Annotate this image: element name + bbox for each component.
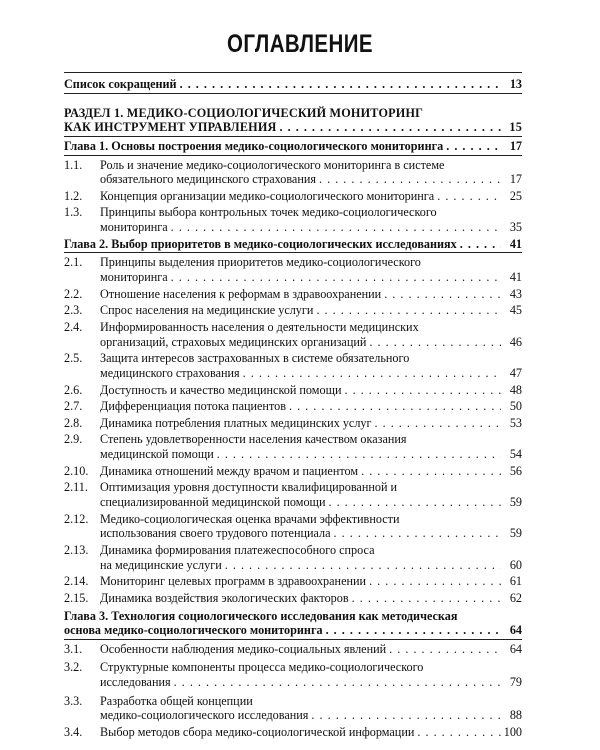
dot-leader [217, 447, 501, 462]
toc-entry [64, 725, 522, 740]
toc-entry-title-line: Динамика формирования платежеспособного спроса [100, 542, 375, 557]
toc-entry-page-number: 60 [509, 557, 522, 572]
toc-entry-title-line: Особенности наблюдения медико-социальных явлений [100, 641, 387, 656]
toc-entry-page-number: 100 [503, 724, 522, 739]
toc-entry-page-number: 46 [509, 334, 522, 349]
toc-entry [64, 574, 522, 589]
section-rule [64, 155, 522, 156]
toc-entry-number: 1.1. [64, 157, 83, 172]
toc-entry [64, 158, 522, 187]
toc-entry-number: 2.15. [64, 590, 89, 605]
toc-entry-title-line: Динамика потребления платных медицинских услуг [100, 415, 372, 430]
toc-entry-number: 2.8. [64, 415, 83, 430]
toc-entry-title-line: Мониторинг целевых программ в здравоохранении [100, 574, 367, 589]
toc-entry-title-line: Глава 3. Технология социологического исследования как методическая [64, 608, 458, 623]
toc-entry-title-line: Дифференциация потока пациентов [100, 399, 286, 414]
toc-entry-number: 2.1. [64, 255, 83, 270]
toc-entry [64, 189, 522, 204]
toc-entry-number: 1.3. [64, 205, 83, 220]
toc-entry-title-line: Степень удовлетворенности населения качеством оказания [100, 432, 407, 447]
toc-entry-title-line: мониторинга [100, 270, 168, 285]
toc-entry-number: 2.3. [64, 303, 83, 318]
toc-entry-title-line: Принципы выбора контрольных точек медико-социологического [100, 205, 437, 220]
toc-entry-page-number: 43 [509, 286, 522, 301]
toc-entry-number: 2.13. [64, 542, 89, 557]
toc-entry-page-number: 64 [509, 623, 522, 638]
toc-entry-number: 2.7. [64, 399, 83, 414]
dot-leader [446, 139, 501, 154]
toc-entry [64, 609, 522, 638]
toc-entry-page-number: 50 [509, 399, 522, 414]
toc-entry-title-line: Концепция организации медико-социологического мониторинга [100, 188, 435, 203]
dot-leader [174, 675, 501, 690]
toc-entry-title-line: Доступность и качество медицинской помощи [100, 382, 342, 397]
toc-entry [64, 512, 522, 541]
dot-leader [171, 220, 501, 235]
toc-entry-page-number: 45 [509, 303, 522, 318]
toc-entry-title-line: Медико-социологическая оценка врачами эффективности [100, 511, 400, 526]
toc-entry-number: 2.10. [64, 463, 89, 478]
toc-entry-title-line: Глава 2. Выбор приоритетов в медико-социологических исследованиях [64, 236, 457, 251]
toc-entry [64, 642, 522, 657]
page-title: ОГЛАВЛЕНИЕ [227, 30, 373, 58]
toc-entry-number: 2.14. [64, 574, 89, 589]
dot-leader [311, 708, 501, 723]
toc-entry-title-line: основа медико-социологического мониторинга [64, 623, 323, 638]
toc-entry-number: 3.4. [64, 724, 83, 739]
toc-entry-number: 1.2. [64, 188, 83, 203]
toc-entry [64, 543, 522, 572]
toc-entry-page-number: 59 [509, 526, 522, 541]
toc-entry-title-line: специализированной медицинской помощи [100, 495, 326, 510]
toc-entry [64, 480, 522, 509]
dot-leader [369, 335, 501, 350]
toc-entry-title-line: медико-социологического исследования [100, 708, 309, 723]
toc-entry-page-number: 41 [509, 236, 522, 251]
toc-entry-title-line: мониторинга [100, 220, 168, 235]
toc-entry [64, 255, 522, 284]
toc-entry-title-line: Информированность населения о деятельности медицинских [100, 319, 419, 334]
toc-entry-page-number: 41 [509, 270, 522, 285]
toc-entry-page-number: 64 [509, 641, 522, 656]
dot-leader [326, 623, 501, 638]
toc-entry-title-line: обязательного медицинского страхования [100, 172, 316, 187]
toc-entry-title-line: Роль и значение медико-социологического мониторинга в системе [100, 157, 445, 172]
toc-entry-title-line: медицинской помощи [100, 447, 214, 462]
toc-entry-number: 3.2. [64, 660, 83, 675]
toc-entry-title-line: Глава 1. Основы построения медико-социологического мониторинга [64, 138, 444, 153]
toc-entry-page-number: 59 [509, 495, 522, 510]
toc-entry-page-number: 53 [509, 415, 522, 430]
dot-leader [417, 725, 500, 740]
section-rule [64, 639, 522, 640]
toc-entry [64, 205, 522, 234]
toc-entry [64, 77, 522, 92]
toc-entry-number: 3.1. [64, 641, 83, 656]
dot-leader [225, 558, 501, 573]
toc-entry-number: 2.11. [64, 480, 88, 495]
toc-entry-title-line: Список сокращений [64, 77, 177, 91]
toc-entry-number: 2.4. [64, 319, 83, 334]
toc-entry-title-line: Выбор методов сбора медико-социологической информации [100, 724, 415, 739]
dot-leader [361, 464, 501, 479]
toc-entry-page-number: 17 [509, 138, 522, 153]
toc-entry [64, 660, 522, 689]
toc-entry-page-number: 79 [509, 675, 522, 690]
dot-leader [171, 270, 501, 285]
toc-entry [64, 287, 522, 302]
toc-entry-number: 2.6. [64, 382, 83, 397]
toc-entry-title-line: РАЗДЕЛ 1. МЕДИКО-СОЦИОЛОГИЧЕСКИЙ МОНИТОРИНГ [64, 105, 424, 120]
dot-leader [319, 172, 501, 187]
dot-leader [460, 237, 501, 252]
toc-entry-page-number: 47 [509, 365, 522, 380]
toc-entry [64, 416, 522, 431]
toc-entry [64, 320, 522, 349]
section-rule [64, 136, 522, 137]
table-of-contents [64, 72, 522, 740]
toc-entry [64, 399, 522, 414]
toc-entry-title-line: использования своего трудового потенциала [100, 526, 331, 541]
toc-entry-title-line: Защита интересов застрахованных в системе обязательного [100, 351, 410, 366]
section-rule [64, 93, 522, 94]
toc-entry [64, 591, 522, 606]
dot-leader [328, 495, 501, 510]
toc-entry-page-number: 35 [509, 220, 522, 235]
toc-entry-page-number: 88 [509, 708, 522, 723]
toc-entry-page-number: 17 [509, 172, 522, 187]
toc-entry-title-line: организаций, страховых медицинских организаций [100, 334, 367, 349]
toc-entry-title-line: Динамика воздействия экологических факторов [100, 590, 349, 605]
section-rule [64, 252, 522, 253]
toc-entry-number: 2.5. [64, 351, 83, 366]
toc-entry-page-number: 61 [509, 574, 522, 589]
toc-entry-title-line: Разработка общей концепции [100, 693, 253, 708]
toc-entry [64, 464, 522, 479]
dot-leader [334, 526, 501, 541]
toc-entry-title-line: на медицинские услуги [100, 557, 222, 572]
toc-entry-title-line: Оптимизация уровня доступности квалифицированной и [100, 480, 398, 495]
toc-entry-title-line: Динамика отношений между врачом и пациентом [100, 463, 359, 478]
toc-entry-title-line: исследования [100, 675, 171, 690]
dot-leader [369, 574, 501, 589]
toc-entry [64, 383, 522, 398]
toc-entry-title-line: КАК ИНСТРУМЕНТ УПРАВЛЕНИЯ [64, 120, 277, 135]
toc-entry [64, 237, 522, 252]
toc-entry-title-line: Структурные компоненты процесса медико-социологического [100, 660, 424, 675]
dot-leader [180, 77, 501, 92]
dot-leader [375, 416, 501, 431]
dot-leader [389, 642, 501, 657]
dot-leader [345, 383, 502, 398]
toc-entry-number: 3.3. [64, 693, 83, 708]
toc-entry-number: 2.2. [64, 286, 83, 301]
toc-entry-title-line: Принципы выделения приоритетов медико-социологического [100, 255, 421, 270]
toc-entry [64, 694, 522, 723]
toc-entry-page-number: 15 [509, 120, 522, 135]
toc-entry-title-line: медицинского страхования [100, 365, 240, 380]
toc-entry [64, 139, 522, 154]
toc-entry [64, 432, 522, 461]
dot-leader [243, 366, 501, 381]
dot-leader [437, 189, 501, 204]
toc-entry [64, 303, 522, 318]
dot-leader [384, 287, 501, 302]
toc-entry-title-line: Отношение населения к реформам в здравоохранении [100, 286, 382, 301]
toc-entry-page-number: 25 [509, 188, 522, 203]
toc-entry-page-number: 48 [509, 382, 522, 397]
dot-leader [289, 399, 501, 414]
dot-leader [280, 120, 501, 135]
toc-entry [64, 351, 522, 380]
toc-entry [64, 106, 522, 135]
top-rule [64, 72, 522, 73]
toc-entry-number: 2.9. [64, 432, 83, 447]
dot-leader [352, 591, 501, 606]
toc-entry-title-line: Спрос населения на медицинские услуги [100, 303, 314, 318]
toc-entry-page-number: 13 [509, 77, 522, 91]
toc-entry-page-number: 56 [509, 463, 522, 478]
toc-entry-page-number: 62 [509, 590, 522, 605]
toc-entry-number: 2.12. [64, 511, 89, 526]
dot-leader [316, 303, 501, 318]
toc-entry-page-number: 54 [509, 447, 522, 462]
